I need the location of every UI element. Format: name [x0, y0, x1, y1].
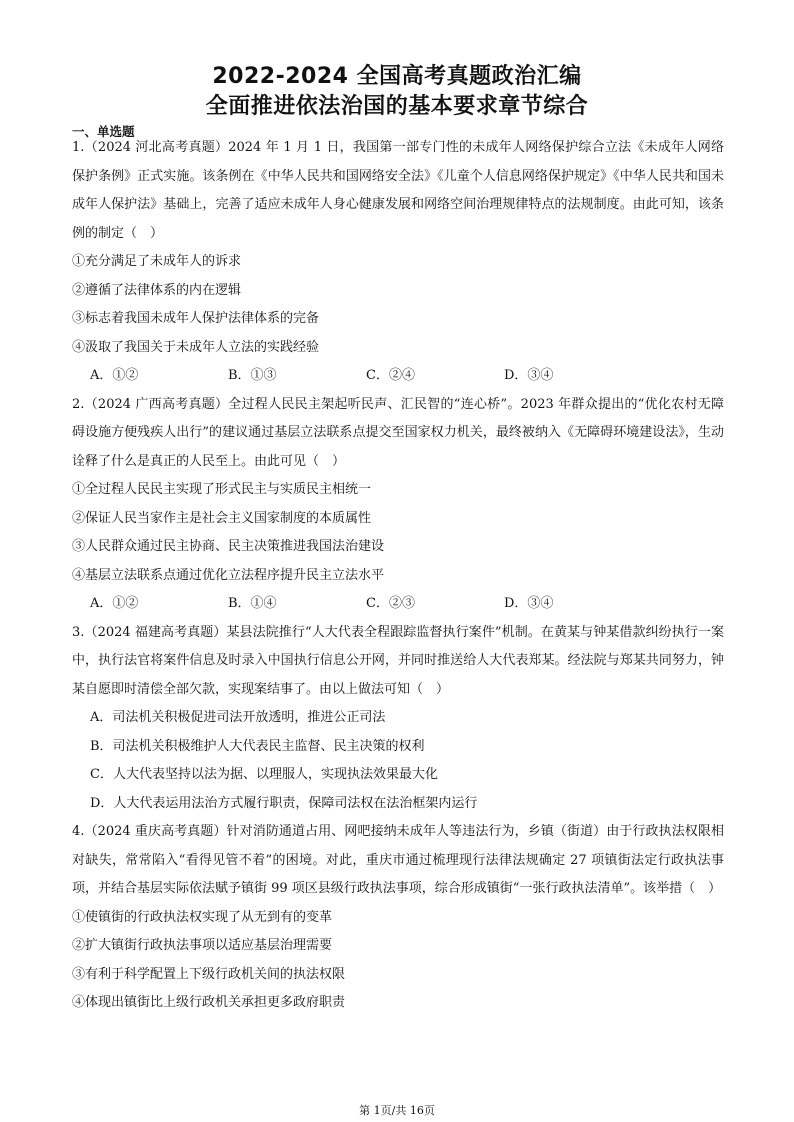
choice-a[interactable]: A．①②	[90, 596, 139, 611]
answer-choices	[72, 362, 724, 391]
statement-item: ③有利于科学配置上下级行政机关间的执法权限	[72, 966, 346, 982]
question-stem: 1.（2024 河北高考真题）2024 年 1 月 1 日，我国第一部专门性的未成年人网络保护综合立法《未成年人网络保护条例》正式实施。该条例在《中华人民共和国网络安全法》《儿童个人信息网络保护规定》《中华人民共和国未成年人保护法》基础上，完善了适应未成年人身心健康发展和网络空间治理规律特点的法规制度。由此可知，该条例的制定（ ）	[72, 140, 724, 241]
choice-b[interactable]: B．①③	[228, 368, 277, 383]
statement-item: ③标志着我国未成年人保护法律体系的完备	[72, 311, 320, 326]
statement-item: ④基层立法联系点通过优化立法程序提升民主立法水平	[72, 567, 385, 583]
statement-item: ①充分满足了未成年人的诉求	[72, 254, 242, 269]
question-list	[72, 134, 724, 1018]
statement-item: ①全过程人民民主实现了形式民主与实质民主相统一	[72, 482, 372, 497]
choice-a[interactable]: A．①②	[90, 368, 139, 383]
page-title: 2022-2024 全国高考真题政治汇编	[212, 64, 582, 89]
statement-item: ④汲取了我国关于未成年人立法的实践经验	[72, 339, 320, 355]
choice-b[interactable]: B．①④	[228, 596, 277, 611]
statement-item: ②遵循了法律体系的内在逻辑	[72, 282, 242, 298]
statement-item: ④体现出镇街比上级行政机关承担更多政府职责	[72, 995, 346, 1010]
question-1	[72, 134, 724, 391]
answer-choices	[72, 590, 724, 619]
question-2	[72, 391, 724, 619]
statement-item: ②扩大镇街行政执法事项以适应基层治理需要	[72, 938, 333, 953]
question-stem: 2.（2024 广西高考真题）全过程人民民主架起听民声、汇民智的“连心桥”。2023 年群众提出的“优化农村无障碍设施方便残疾人出行”的建议通过基层立法联系点提交至国家权力机关，最终被纳入《无障碍环境建设法》，生动诠释了什么是真正的人民至上。由此可见（ ）	[72, 396, 724, 469]
statement-item: ③人民群众通过民主协商、民主决策推进我国法治建设	[72, 539, 385, 554]
statement-item: ①使镇街的行政执法权实现了从无到有的变革	[72, 909, 333, 925]
page-number: 第 1页/共 16页	[359, 1104, 435, 1117]
section-heading: 一、单选题	[72, 124, 135, 139]
page-subtitle: 全面推进依法治国的基本要求章节综合	[205, 94, 589, 119]
choice-c[interactable]: C．人大代表坚持以法为据、以理服人，实现执法效果最大化	[90, 767, 438, 782]
choice-d[interactable]: D．③④	[504, 368, 554, 383]
choice-c[interactable]: C．②③	[366, 596, 415, 611]
question-3	[72, 619, 724, 819]
choice-b[interactable]: B．司法机关积极维护人大代表民主监督、民主决策的权利	[90, 738, 425, 754]
question-stem: 3.（2024 福建高考真题）某县法院推行“人大代表全程跟踪监督执行案件”机制。在黄某与钟某借款纠纷执行一案中，执行法官将案件信息及时录入中国执行信息公开网，并同时推送给人大代表郑某。经法院与郑某共同努力，钟某自愿即时清偿全部欠款，实现案结事了。由以上做法可知（ ）	[72, 624, 724, 697]
question-4	[72, 818, 724, 1018]
choice-c[interactable]: C．②④	[366, 368, 415, 383]
question-stem: 4.（2024 重庆高考真题）针对消防通道占用、网吧接纳未成年人等违法行为，乡镇（街道）由于行政执法权限相对缺失，常常陷入“看得见管不着”的困境。对此，重庆市通过梳理现行法律法规确定 27 项镇街法定行政执法事项，并结合基层实际依法赋予镇街 99 项区县级行政执法事项，综合形成镇街“一张行政执法清单”。该举措（ ）	[72, 824, 724, 896]
choice-a[interactable]: A．司法机关积极促进司法开放透明，推进公正司法	[90, 710, 386, 725]
choice-d[interactable]: D．人大代表运用法治方式履行职责，保障司法权在法治框架内运行	[90, 795, 478, 811]
statement-item: ②保证人民当家作主是社会主义国家制度的本质属性	[72, 510, 372, 526]
choice-d[interactable]: D．③④	[504, 596, 554, 611]
